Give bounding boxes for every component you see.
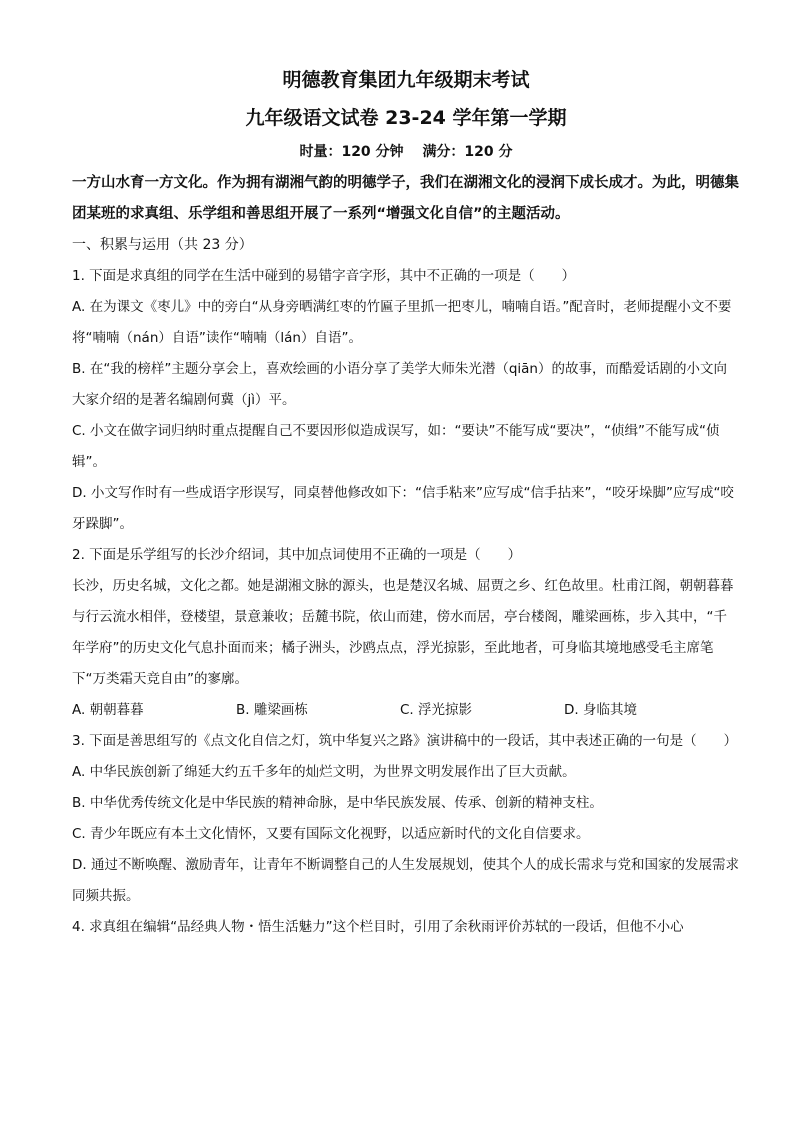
intro-paragraph: 一方山水育一方文化。作为拥有湖湘气韵的明德学子，我们在湖湘文化的浸润下成长成才。为此，明德集团某班的求真组、乐学组和善思组开展了一系列“增强文化自信”的主题活动。 xyxy=(72,175,739,222)
question-3-option-a: A. 中华民族创新了绵延大约五千多年的灿烂文明，为世界文明发展作出了巨大贡献。 xyxy=(72,764,576,780)
question-1-option-a: A. 在为课文《枣儿》中的旁白“从身旁晒满红枣的竹匾子里抓一把枣儿，喃喃自语。”配音时，老师提醒小文不要将“喃喃（nán）自语”读作“喃喃（lán）自语”。 xyxy=(72,299,732,346)
question-3-option-d: D. 通过不断唤醒、激励青年，让青年不断调整自己的人生发展规划，使其个人的成长需求与党和国家的发展需求同频共振。 xyxy=(72,857,739,904)
question-2-option-d: D. 身临其境 xyxy=(564,702,637,718)
question-2-option-c: C. 浮光掠影 xyxy=(400,702,473,718)
section-heading: 一、积累与运用（共 23 分） xyxy=(72,237,253,253)
question-3-option-c: C. 青少年既应有本土文化情怀，又要有国际文化视野，以适应新时代的文化自信要求。 xyxy=(72,826,590,842)
full-score: 满分：120 分 xyxy=(422,144,513,160)
question-1-option-d: D. 小文写作时有一些成语字形误写，同桌替他修改如下：“信手粘来”应写成“信手拈来”，“咬牙垛脚”应写成“咬牙跺脚”。 xyxy=(72,485,734,532)
question-2-stem: 2. 下面是乐学组写的长沙介绍词，其中加点词使用不正确的一项是（ ） xyxy=(72,547,522,563)
exam-title: 明德教育集团九年级期末考试 xyxy=(282,69,530,91)
question-2-option-a: A. 朝朝暮暮 xyxy=(72,702,144,718)
exam-meta xyxy=(72,142,740,162)
question-2-passage: 长沙，历史名城，文化之都。她是湖湘文脉的源头，也是楚汉名城、屈贾之乡、红色故里。杜甫江阁，朝朝暮暮与行云流水相伴，登楼望，景意兼收；岳麓书院，依山而建，傍水而居，亭台楼阁，雕梁画栋，步入其中，“千年学府”的历史文化气息扑面而来；橘子洲头，沙鸥点点，浮光掠影，至此地者，可身临其境地感受毛主席笔下“万类霜天竞自由”的寥廓。 xyxy=(72,578,734,687)
question-3-stem: 3. 下面是善思组写的《点文化自信之灯，筑中华复兴之路》演讲稿中的一段话，其中表述正确的一句是（ ） xyxy=(72,733,738,749)
question-1-option-c: C. 小文在做字词归纳时重点提醒自己不要因形似造成误写，如：“要诀”不能写成“要决”，“侦缉”不能写成“侦辑”。 xyxy=(72,423,720,470)
question-3-option-b: B. 中华优秀传统文化是中华民族的精神命脉，是中华民族发展、传承、创新的精神支柱。 xyxy=(72,795,603,811)
question-4-stem: 4. 求真组在编辑“品经典人物・悟生活魅力”这个栏目时，引用了余秋雨评价苏轼的一段话，但他不小心 xyxy=(72,919,684,935)
exam-subtitle: 九年级语文试卷 23-24 学年第一学期 xyxy=(245,107,567,129)
time-limit: 时量：120 分钟 xyxy=(299,144,404,160)
question-2-options xyxy=(72,695,740,726)
question-1-option-b: B. 在“我的榜样”主题分享会上，喜欢绘画的小语分享了美学大师朱光潜（qiān）的故事，而酷爱话剧的小文向大家介绍的是著名编剧何冀（jì）平。 xyxy=(72,361,727,408)
question-2-option-b: B. 雕梁画栋 xyxy=(236,702,308,718)
question-1-stem: 1. 下面是求真组的同学在生活中碰到的易错字音字形，其中不正确的一项是（ ） xyxy=(72,268,576,284)
